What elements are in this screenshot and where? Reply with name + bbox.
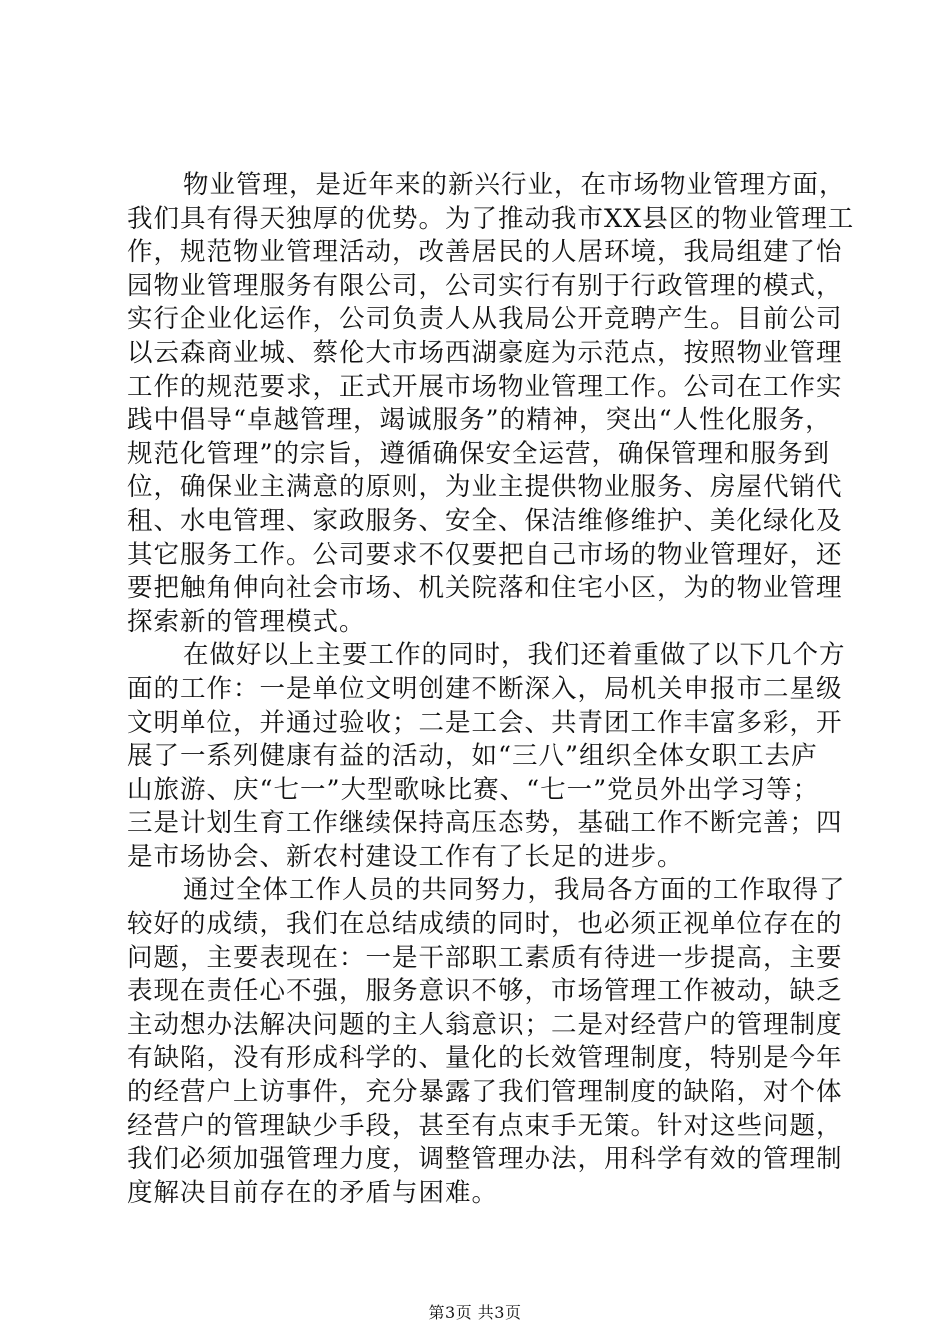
text-line: 物业管理，是近年来的新兴行业，在市场物业管理方面，	[183, 170, 846, 200]
text-line: 通过全体工作人员的共同努力，我局各方面的工作取得了	[183, 875, 846, 906]
text-line: 我们必须加强管理力度，调整管理办法，用科学有效的管理制	[127, 1144, 843, 1175]
text-line: 实行企业化运作，公司负责人从我局公开竞聘产生。目前公司	[127, 304, 843, 335]
text-line: 展了一系列健康有益的活动，如“三八”组织全体女职工去庐	[127, 741, 818, 772]
text-line: 面的工作：一是单位文明创建不断深入，局机关申报市二星级	[127, 673, 843, 704]
body-text	[127, 169, 855, 1210]
paragraph-property-management	[127, 169, 855, 639]
text-line: 三是计划生育工作继续保持高压态势，基础工作不断完善；四	[127, 808, 843, 839]
text-line: 以云森商业城、蔡伦大市场西湖豪庭为示范点，按照物业管理	[127, 337, 843, 368]
text-line: 园物业管理服务有限公司，公司实行有别于行政管理的模式，	[127, 270, 843, 301]
text-line: 山旅游、庆“七一”大型歌咏比赛、“七一”党员外出学习等；	[127, 774, 820, 805]
text-line: 其它服务工作。公司要求不仅要把自己市场的物业管理好，还	[127, 539, 843, 570]
text-line: 要把触角伸向社会市场、机关院落和住宅小区，为的物业管理	[127, 573, 843, 604]
text-line: 作，规范物业管理活动，改善居民的人居环境，我局组建了怡	[127, 237, 843, 268]
text-line: 探索新的管理模式。	[127, 606, 366, 637]
text-line: 践中倡导“卓越管理，竭诚服务”的精神，突出“人性化服务，	[127, 405, 832, 436]
text-line: 的经营户上访事件，充分暴露了我们管理制度的缺陷，对个体	[127, 1077, 843, 1108]
text-line: 度解决目前存在的矛盾与困难。	[127, 1177, 499, 1208]
text-line: 表现在责任心不强，服务意识不够，市场管理工作被动，缺乏	[127, 976, 843, 1007]
text-line: 我们具有得天独厚的优势。为了推动我市XX县区的物业管理工	[127, 203, 855, 234]
text-line: 较好的成绩，我们在总结成绩的同时，也必须正视单位存在的	[127, 909, 843, 940]
text-line: 规范化管理”的宗旨，遵循确保安全运营，确保管理和服务到	[127, 438, 831, 469]
text-line: 文明单位，并通过验收；二是工会、共青团工作丰富多彩，开	[127, 707, 843, 738]
text-line: 是市场协会、新农村建设工作有了长足的进步。	[127, 841, 684, 872]
text-line: 工作的规范要求，正式开展市场物业管理工作。公司在工作实	[127, 371, 843, 402]
text-line: 租、水电管理、家政服务、安全、保洁维修维护、美化绿化及	[127, 505, 843, 536]
text-line: 在做好以上主要工作的同时，我们还着重做了以下几个方	[183, 640, 846, 671]
page-footer: 第3页 共3页	[428, 1303, 522, 1322]
text-line: 问题，主要表现在：一是干部职工素质有待进一步提高，主要	[127, 942, 843, 973]
text-line: 经营户的管理缺少手段，甚至有点束手无策。针对这些问题，	[127, 1110, 843, 1141]
text-line: 主动想办法解决问题的主人翁意识；二是对经营户的管理制度	[127, 1009, 843, 1040]
text-line: 位，确保业主满意的原则，为业主提供物业服务、房屋代销代	[127, 472, 843, 503]
text-line: 有缺陷，没有形成科学的、量化的长效管理制度，特别是今年	[127, 1043, 843, 1074]
paragraph-other-work	[127, 639, 846, 874]
paragraph-problems	[127, 874, 846, 1210]
